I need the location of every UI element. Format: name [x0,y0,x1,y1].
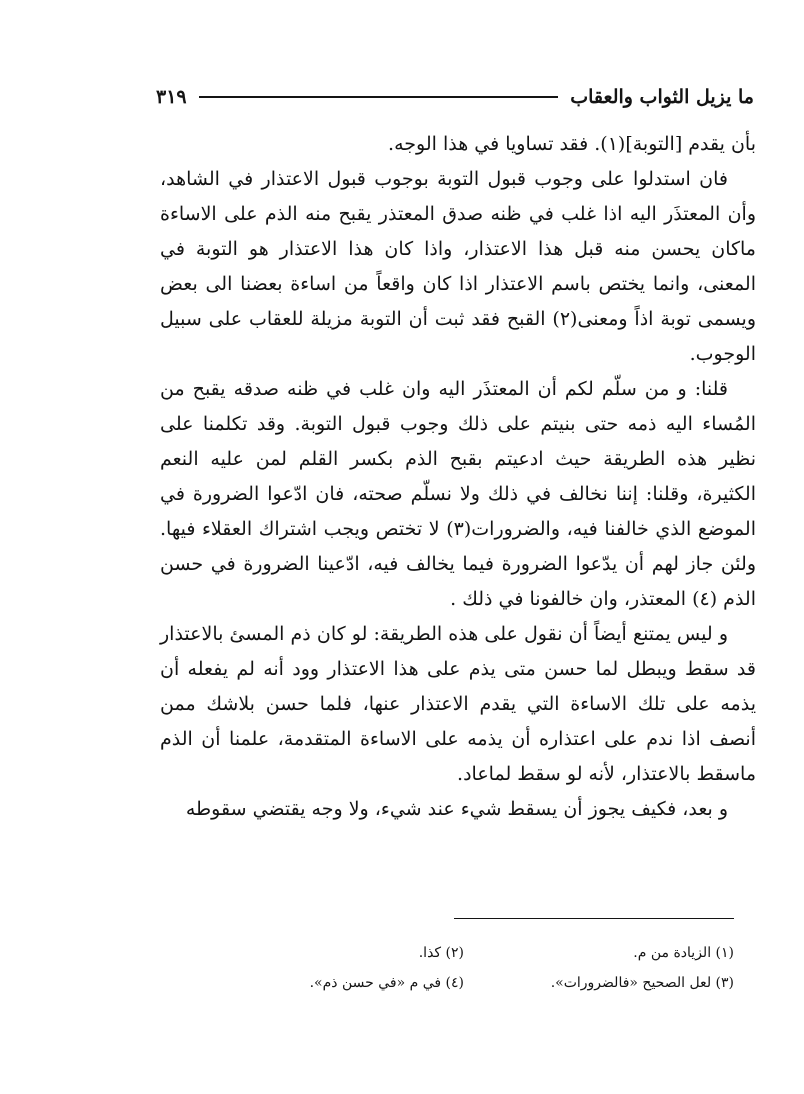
footnote-4: (٤) في م «في حسن ذم». [309,975,464,991]
footnote-rule [454,918,734,919]
paragraph-2: فان استدلوا على وجوب قبول التوبة بوجوب قبول الاعتذار في الشاهد، وأن المعتذَر اليه اذا غلب في ظنه صدق المعتذر يقبح منه الذم على الاساءة ماكان يحسن منه قبل هذا الاعتذار، واذا كان هذا الاعتذار هو التوبة في المعنى، وانما يختص باسم الاعتذار اذا كان واقعاً من اساءة بعضنا الى بعض ويسمى توبة اذاً ومعنى(٢) القبح فقد ثبت أن التوبة مزيلة للعقاب على سبيل الوجوب. [160,168,757,365]
paragraph-4: و ليس يمتنع أيضاً أن نقول على هذه الطريقة: لو كان ذم المسئ بالاعتذار قد سقط ويبطل لما حسن متى يذم على هذا الاعتذار وود أنه لم يفعله أن يذمه على تلك الاساءة التي يقدم الاعتذار عنها، فلما حسن بلاشك ممن أنصف اذا ندم على اعتذاره أن يذمه على الاساءة المتقدمة، علمنا أن الذم ماسقط بالاعتذار، لأنه لو سقط لماعاد. [160,623,756,785]
paragraph-1: بأن يقدم [التوبة](١). فقد تساويا في هذا الوجه. [388,133,756,155]
paragraph-3: قلنا: و من سلّم لكم أن المعتذَر اليه وان غلب في ظنه صدقه يقبح من المُساء اليه ذمه حتى بنيتم على ذلك وجوب قبول التوبة. وقد تكلمنا على نظير هذه الطريقة حيث ادعيتم بقبح الذم بكسر القلم لمن عليه النعم الكثيرة، وقلنا: إننا نخالف في ذلك ولا نسلّم صحته، فان ادّعوا الضرورة في الموضع الذي خالفنا فيه، والضرورات(٣) لا تختص ويجب اشتراك العقلاء فيها. ولئن جاز لهم أن يدّعوا الضرورة فيما يخالف فيه، ادّعينا الضرورة في حسن الذم (٤) المعتذر، وان خالفونا في ذلك . [160,378,756,610]
footnotes [214,938,734,998]
running-header [156,80,754,114]
footnote-1: (١) الزيادة من م. [633,945,734,961]
body-text [160,127,756,827]
page-number: ٣١٩ [156,86,187,108]
header-rule [199,96,559,98]
paragraph-5: و بعد، فكيف يجوز أن يسقط شيء عند شيء، ولا وجه يقتضي سقوطه [185,798,728,820]
running-title: ما يزيل الثواب والعقاب [570,86,754,108]
footnote-3: (٣) لعل الصحيح «فالضرورات». [550,975,734,991]
footnote-2: (٢) كذا. [418,945,464,961]
